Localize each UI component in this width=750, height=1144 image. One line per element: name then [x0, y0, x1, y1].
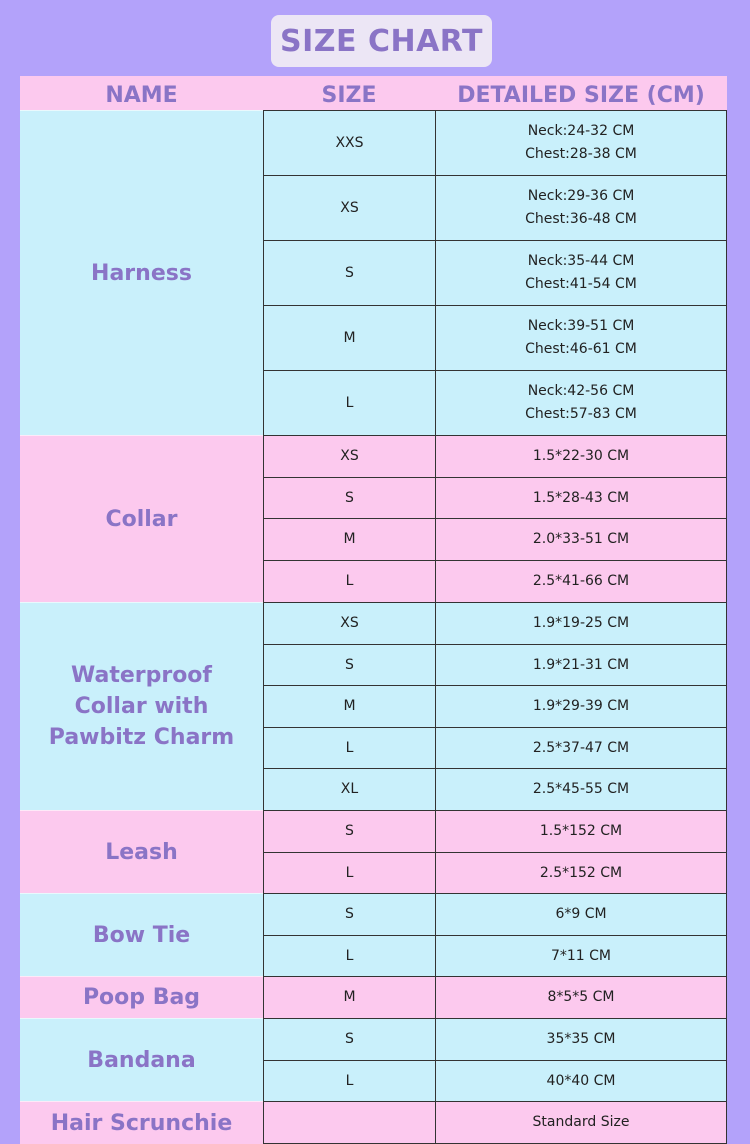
product-name: Poop Bag — [20, 976, 263, 1018]
detail-cell: 2.5*37-47 CM — [435, 727, 727, 768]
detail-cell: 8*5*5 CM — [435, 976, 727, 1018]
detail-cell: 1.9*21-31 CM — [435, 644, 727, 685]
detail-cell: 2.5*45-55 CM — [435, 768, 727, 810]
header-detail: DETAILED SIZE (CM) — [435, 76, 727, 110]
detail-cell: 1.5*22-30 CM — [435, 435, 727, 477]
header-name: NAME — [20, 76, 263, 110]
size-cell: L — [263, 935, 435, 976]
size-cell: XS — [263, 435, 435, 477]
size-cell: M — [263, 976, 435, 1018]
detail-cell: 2.0*33-51 CM — [435, 518, 727, 560]
size-cell — [263, 1101, 435, 1144]
size-cell: S — [263, 644, 435, 685]
detail-cell: Neck:39-51 CM Chest:46-61 CM — [435, 305, 727, 370]
detail-cell: Neck:24-32 CM Chest:28-38 CM — [435, 110, 727, 175]
size-cell: S — [263, 477, 435, 518]
size-cell: L — [263, 727, 435, 768]
detail-cell: 1.5*28-43 CM — [435, 477, 727, 518]
size-cell: M — [263, 685, 435, 727]
detail-cell: Neck:29-36 CM Chest:36-48 CM — [435, 175, 727, 240]
size-cell: L — [263, 370, 435, 435]
size-cell: S — [263, 893, 435, 935]
size-cell: S — [263, 810, 435, 852]
size-cell: S — [263, 1018, 435, 1060]
size-cell: L — [263, 560, 435, 602]
detail-cell: 6*9 CM — [435, 893, 727, 935]
product-name: Waterproof Collar with Pawbitz Charm — [20, 602, 263, 810]
product-name: Hair Scrunchie — [20, 1101, 263, 1144]
size-cell: M — [263, 518, 435, 560]
size-cell: XXS — [263, 110, 435, 175]
header-size: SIZE — [263, 76, 435, 110]
size-cell: S — [263, 240, 435, 305]
detail-cell: 40*40 CM — [435, 1060, 727, 1101]
detail-cell: 1.5*152 CM — [435, 810, 727, 852]
size-cell: L — [263, 1060, 435, 1101]
product-name: Harness — [20, 110, 263, 435]
detail-cell: Neck:42-56 CM Chest:57-83 CM — [435, 370, 727, 435]
detail-cell: 35*35 CM — [435, 1018, 727, 1060]
page-title: SIZE CHART — [271, 15, 492, 67]
detail-cell: 1.9*29-39 CM — [435, 685, 727, 727]
product-name: Bow Tie — [20, 893, 263, 976]
detail-cell: 1.9*19-25 CM — [435, 602, 727, 644]
size-cell: XS — [263, 602, 435, 644]
size-cell: XS — [263, 175, 435, 240]
size-chart-table — [20, 76, 727, 1143]
detail-cell: 2.5*152 CM — [435, 852, 727, 893]
size-cell: L — [263, 852, 435, 893]
detail-cell: Neck:35-44 CM Chest:41-54 CM — [435, 240, 727, 305]
size-cell: M — [263, 305, 435, 370]
detail-cell: Standard Size — [435, 1101, 727, 1144]
product-name: Bandana — [20, 1018, 263, 1101]
product-name: Collar — [20, 435, 263, 602]
detail-cell: 7*11 CM — [435, 935, 727, 976]
detail-cell: 2.5*41-66 CM — [435, 560, 727, 602]
product-name: Leash — [20, 810, 263, 893]
size-cell: XL — [263, 768, 435, 810]
